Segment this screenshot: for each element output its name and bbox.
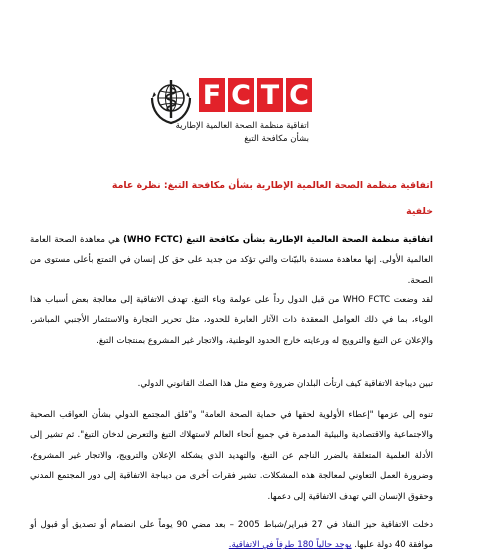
section-heading: خلفية [406,206,433,217]
paragraph-preamble: تبين ديباجة الاتفاقية كيف ارتأت البلدان ضرورة وضع مثل هذا الصك القانوني الدولي. [137,379,433,389]
logo-letter-c2: C [286,78,312,112]
paragraph-intro-bold: اتفاقية منظمة الصحة العالمية الإطارية بشأن مكافحة التبغ (WHO FCTC) [123,235,433,245]
logo-subtitle-line2: بشأن مكافحة التبغ [244,134,309,144]
paragraph-entry-into-force [30,515,433,556]
logo-letter-f: F [199,78,225,112]
paragraph-origin: لقد وضعت WHO FCTC من قبل الدول رداً على عولمة وباء التبغ. تهدف الاتفاقية إلى معالجة بعض أسباب هذا الوباء، بما في ذلك العوامل المعقدة ذات الآثار العابرة للحدود، مثل تحرير التجارة والاستثمار الأجنبي المباشر، والإعلان عن التبغ والترويج له ورعايته خارج الحدود الوطنية، والاتجار غير المشروع بمنتجات التبغ. [30,295,433,346]
paragraph-preamble-details: تنوه إلى عزمها "إعطاء الأولوية لحقها في حماية الصحة العامة" و"قلق المجتمع الدولي بشأن العواقب الصحية والاجتماعية والاقتصادية والبيئية المدمرة في جميع أنحاء العالم لاستهلاك التبغ والتعرض لدخان التبغ". ثم تشير إلى الأدلة العلمية المتعلقة بالضرر الناجم عن التبغ، والتهديد الذي يشكله الإعلان والترويج، والاتجار غير المشروع، وضرورة العمل التعاوني لمعالجة هذه المشكلات. تشير فقرات أخرى من ديباجة الاتفاقية إلى دور المجتمع المدني وحقوق الإنسان التي تهدف الاتفاقية إلى دعمها. [30,410,433,502]
logo-letter-t: T [257,78,283,112]
logo-letter-c: C [228,78,254,112]
paragraph-intro [30,230,433,291]
logo-subtitle-line1: اتفاقية منظمة الصحة العالمية الإطارية [175,121,309,131]
paragraph-entry-text: دخلت الاتفاقية حيز النفاذ في 27 فبراير/شباط 2005 – بعد مضي 90 يوماً على انضمام أو تصديق أو قبول أو موافقة 40 دولة عليها. [30,520,434,551]
document-title: اتفاقية منظمة الصحة العالمية الإطارية بشأن مكافحة التبغ: نظرة عامة [111,180,433,191]
who-emblem-icon [149,76,193,126]
paragraph-intro-rest: هي معاهدة الصحة العامة العالمية الأولى. إنها معاهدة مسندة بالبيّنات والتي تؤكد من جديد على حق كل إنسان في التمتع بأعلى مستوى من الصحة. [30,235,433,286]
parties-link[interactable]: يوجد حالياً 180 طرفاً في الاتفاقية. [228,540,352,551]
fctc-logo [199,78,312,114]
